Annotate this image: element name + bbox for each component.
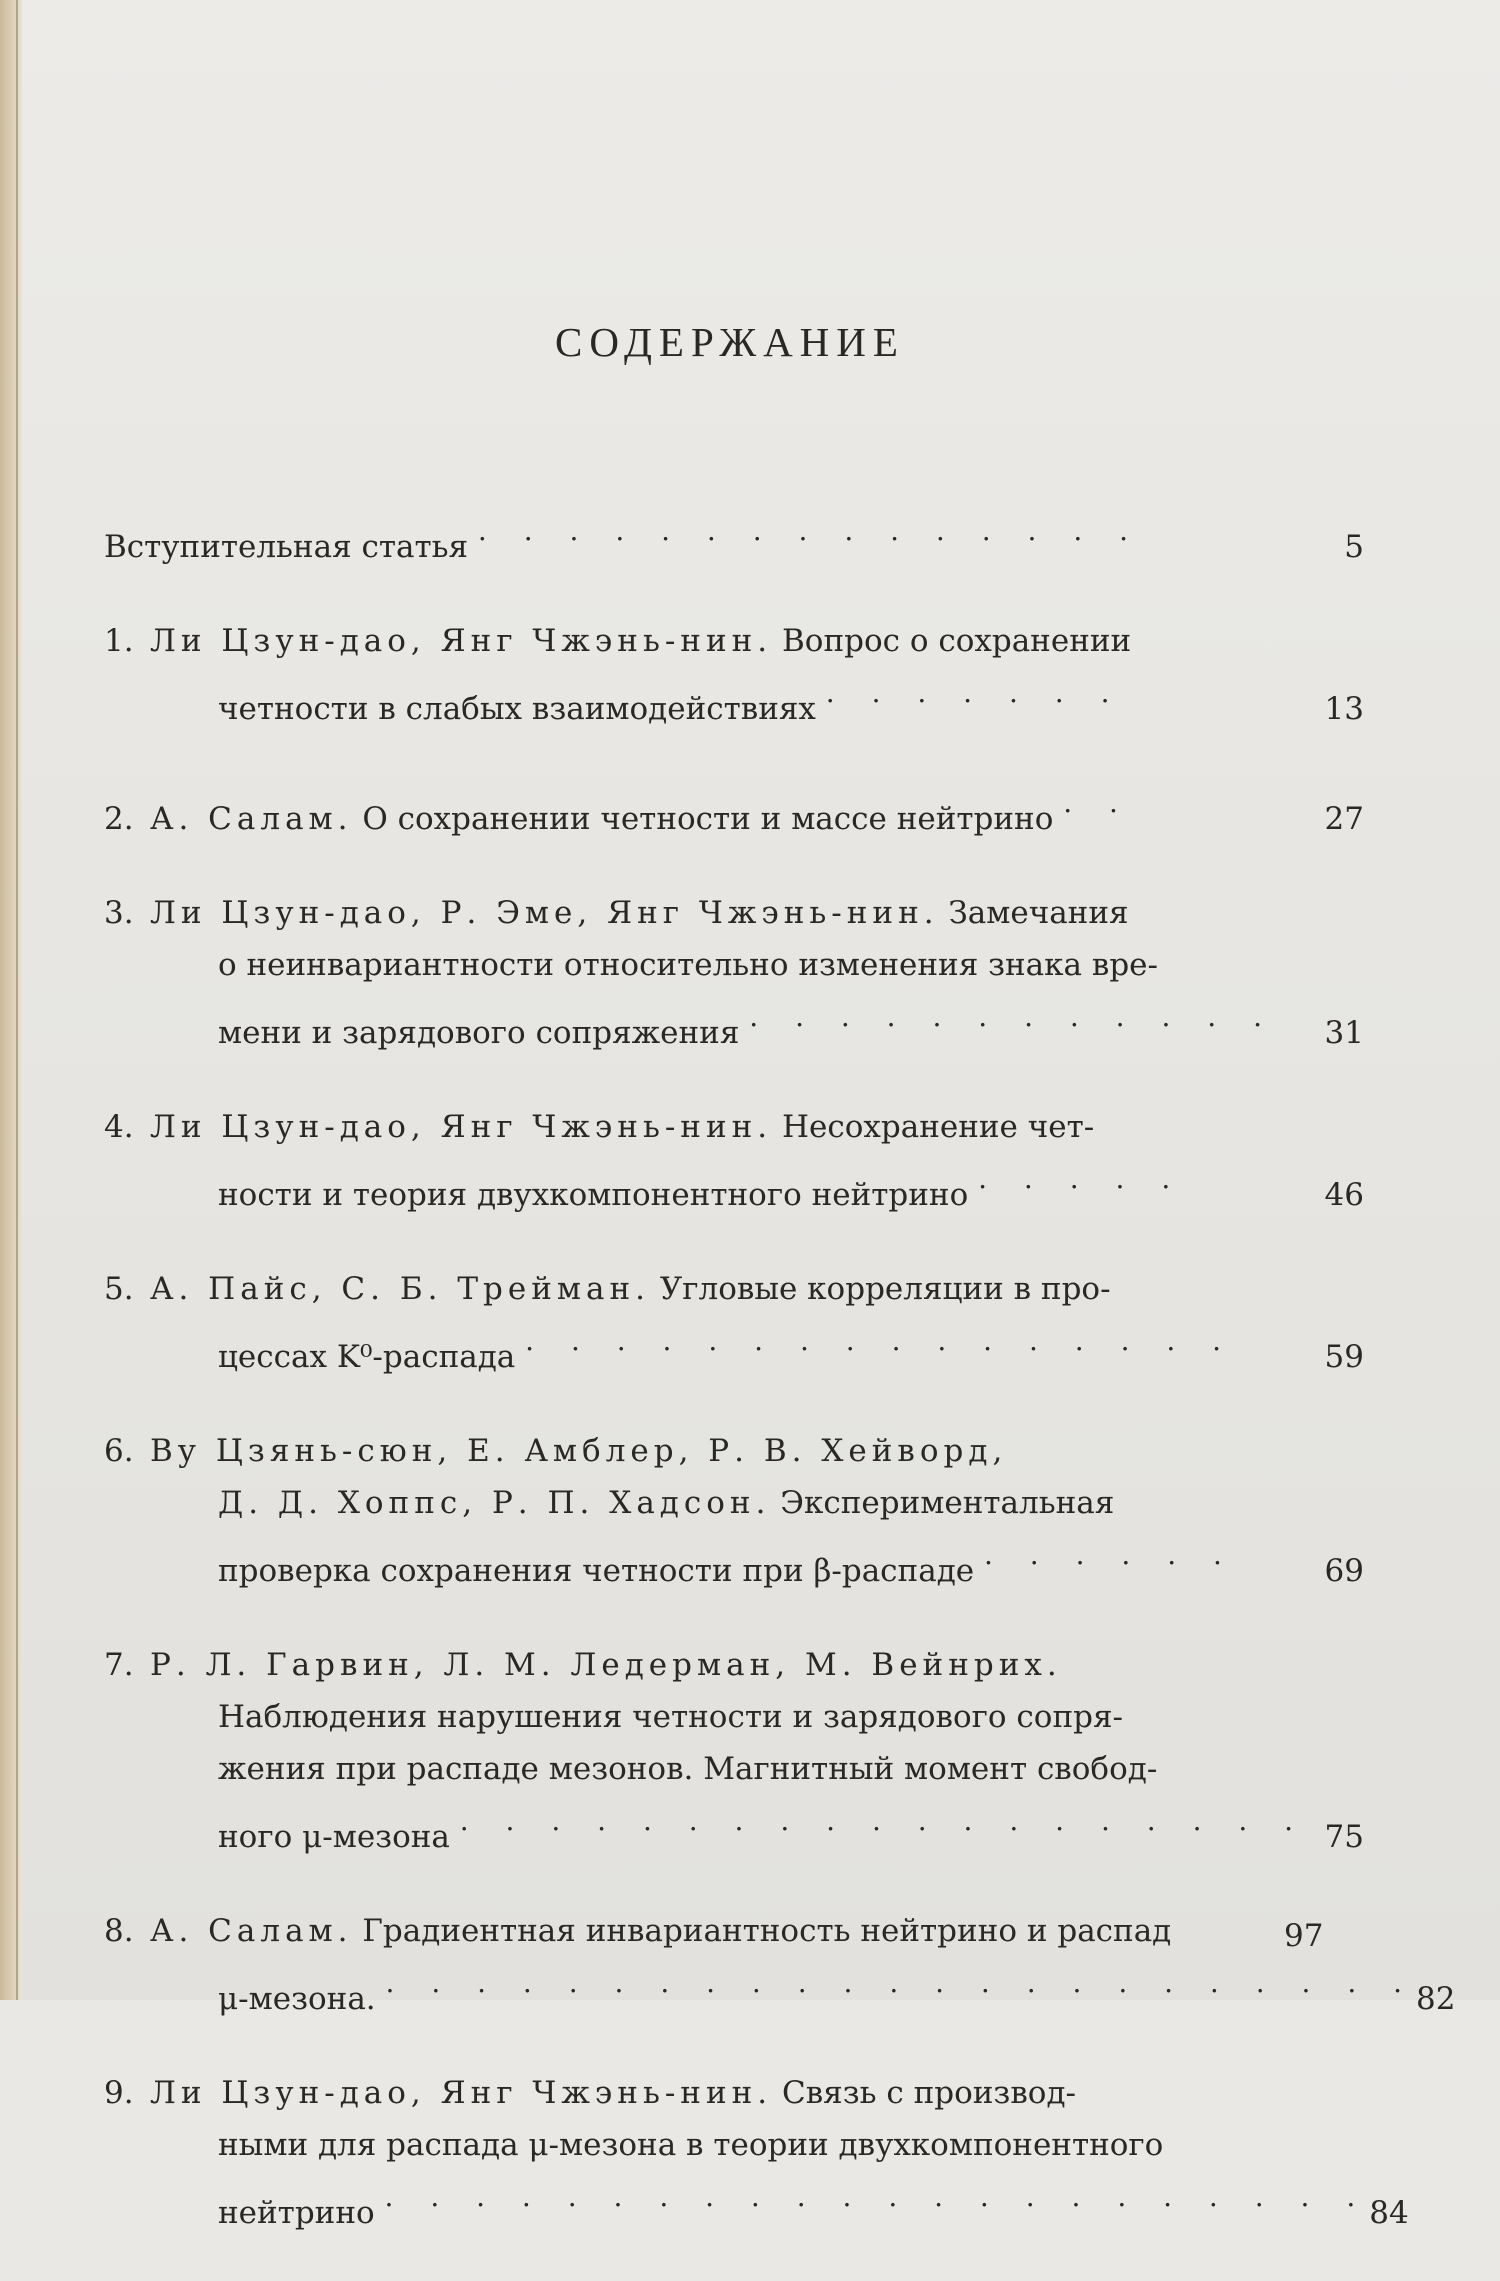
toc-entry	[104, 1639, 1364, 1863]
spine-edge	[16, 0, 18, 2000]
page-number: 82	[1416, 1981, 1456, 2017]
entry-title: мени и зарядового сопряжения	[218, 1015, 740, 1051]
leader-dots: . . . . . . . . . . . . . . . . . . . . . .	[384, 2180, 1370, 2213]
entry-authors: Ли Цзун-дао, Янг Чжэнь-нин.	[150, 2075, 773, 2111]
leader-dots: . . . . .	[978, 1162, 1185, 1195]
toc-entry	[104, 615, 1364, 735]
leader-dots: . . . . . . .	[825, 676, 1124, 709]
page-number: 69	[1324, 1553, 1364, 1589]
entry-number: 8.	[104, 1913, 134, 1949]
leader-dots: . . . . . . . . . . . . . . . . . . .	[459, 1804, 1308, 1837]
entry-title: О сохранении четности и массе нейтрино	[362, 801, 1054, 837]
entry-authors: А. Салам.	[150, 801, 353, 837]
entry-title: ности и теория двухкомпонентного нейтрино	[218, 1177, 969, 1213]
entry-number: 6.	[104, 1433, 134, 1469]
toc-entry	[104, 2067, 1409, 2239]
entry-title: нейтрино	[218, 2195, 375, 2231]
entry-title: ного μ-мезона	[218, 1819, 450, 1855]
table-of-contents	[104, 505, 1456, 2281]
toc-entry	[104, 887, 1364, 1059]
leader-dots: . . . . . . . . . . . . . . .	[477, 514, 1143, 547]
entry-number: 7.	[104, 1647, 134, 1683]
leader-dots: . .	[1063, 786, 1132, 819]
page-number: 31	[1324, 1015, 1364, 1051]
entry-title: четности в слабых взаимодействиях	[218, 691, 816, 727]
entry-number: 5.	[104, 1271, 134, 1307]
entry-number: 3.	[104, 895, 134, 931]
entry-authors: Р. Л. Гарвин, Л. М. Ледерман, М. Вейнрих.	[150, 1647, 1062, 1683]
entry-title: жения при распаде мезонов. Магнитный момент свобод-	[218, 1751, 1158, 1787]
toc-entry	[104, 1101, 1364, 1221]
leader-dots: . . . . . .	[983, 1538, 1236, 1571]
entry-authors: Д. Д. Хоппс, Р. П. Хадсон.	[218, 1485, 771, 1521]
entry-authors: Ли Цзун-дао, Янг Чжэнь-нин.	[150, 1109, 773, 1145]
entry-title: проверка сохранения четности при β-распаде	[218, 1553, 975, 1589]
page-number: 75	[1324, 1819, 1364, 1855]
page-title: СОДЕРЖАНИЕ	[555, 319, 905, 365]
entry-title: Градиентная инвариантность нейтрино и распад	[362, 1913, 1172, 1949]
entry-title: Связь с производ-	[782, 2075, 1077, 2111]
entry-title: Вступительная статья	[104, 529, 469, 565]
toc-entry	[104, 1425, 1364, 1597]
entry-title: μ-мезона.	[218, 1981, 376, 2017]
toc-entry	[104, 505, 1364, 573]
entry-title: Экспериментальная	[780, 1485, 1115, 1521]
toc-entry	[104, 1263, 1364, 1383]
toc-entry	[104, 1905, 1456, 2025]
page-number: 59	[1324, 1339, 1364, 1375]
entry-number: 1.	[104, 623, 134, 659]
entry-title: Угловые корреляции в про-	[659, 1271, 1111, 1307]
toc-entry	[104, 777, 1364, 845]
entry-authors: Ли Цзун-дао, Р. Эме, Янг Чжэнь-нин.	[150, 895, 939, 931]
entry-authors: Ву Цзянь-сюн, Е. Амблер, Р. В. Хейворд,	[150, 1433, 1008, 1469]
entry-title: ными для распада μ-мезона в теории двухкомпонентного	[218, 2127, 1164, 2163]
entry-title: Наблюдения нарушения четности и зарядового сопря-	[218, 1699, 1123, 1735]
entry-title: Несохранение чет-	[782, 1109, 1095, 1145]
page-number: 13	[1324, 691, 1364, 727]
book-spine	[0, 0, 22, 2000]
entry-title: Замечания	[948, 895, 1129, 931]
entry-title: цессах K⁰-распада	[218, 1339, 516, 1375]
leader-dots: . . . . . . . . . . . . . . . .	[525, 1324, 1236, 1357]
page-number: 84	[1369, 2195, 1409, 2231]
entry-authors: А. Салам.	[150, 1913, 353, 1949]
leader-dots: . . . . . . . . . . . . . . . . . . . . . . .	[385, 1966, 1417, 1999]
entry-authors: Ли Цзун-дао, Янг Чжэнь-нин.	[150, 623, 773, 659]
entry-number: 9.	[104, 2075, 134, 2111]
entry-title: Вопрос о сохранении	[782, 623, 1132, 659]
entry-number: 4.	[104, 1109, 134, 1145]
entry-title: о неинвариантности относительно изменения знака вре-	[218, 947, 1158, 983]
page-number: 27	[1324, 801, 1364, 837]
entry-authors: А. Пайс, С. Б. Трейман.	[150, 1271, 650, 1307]
page-number: 97	[1284, 1918, 1324, 1954]
leader-dots: . . . . . . . . . . . .	[749, 1000, 1276, 1033]
page-number: 46	[1324, 1177, 1364, 1213]
page-number: 5	[1344, 529, 1364, 565]
entry-number: 2.	[104, 801, 134, 837]
